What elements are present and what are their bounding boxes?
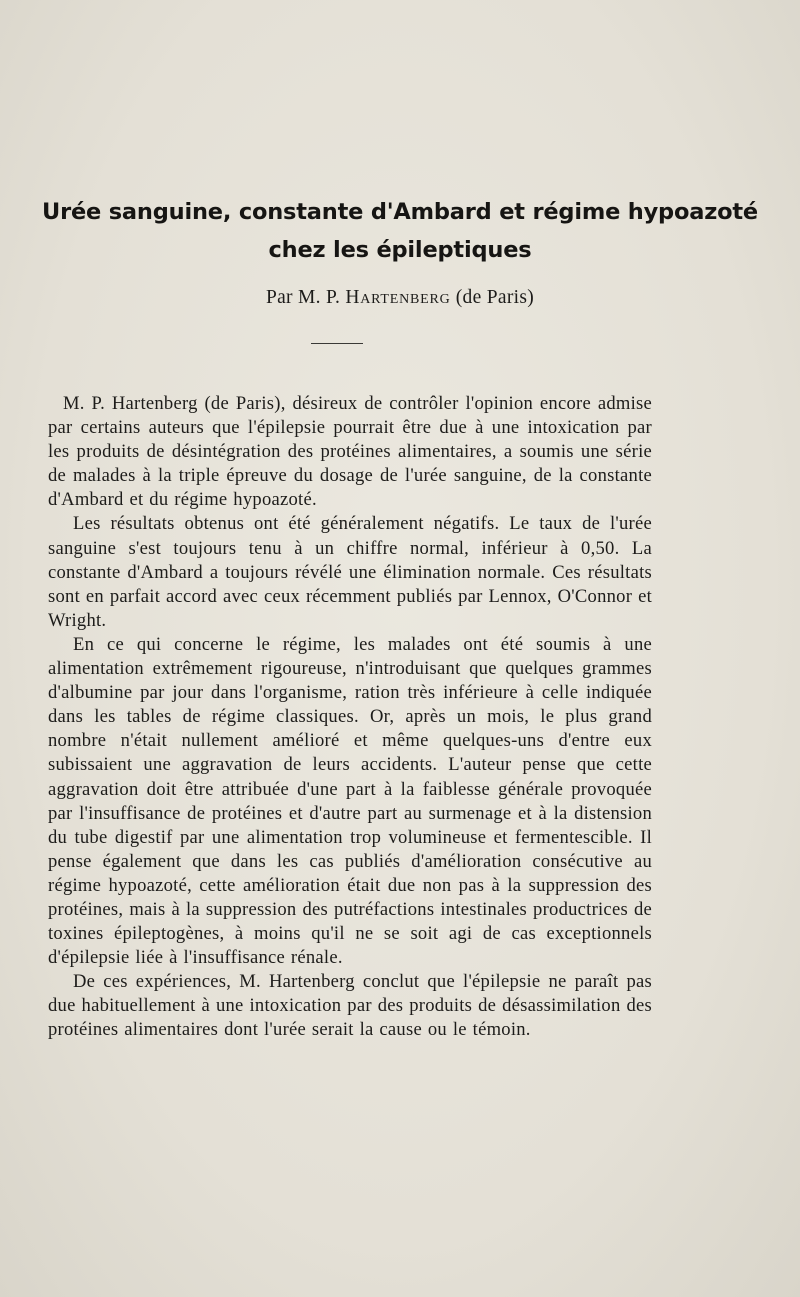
paragraph: De ces expériences, M. Hartenberg conclut que l'épilepsie ne paraît pas due habituellement à une intoxication par des produits de désassimilation des protéines alimentaires dont l'urée serait la cause ou le témoin. [48,971,652,1041]
article-body [48,392,652,1043]
author-byline [0,287,800,309]
title-separator-rule [311,343,363,344]
paragraph: En ce qui concerne le régime, les malades ont été soumis à une alimentation extrêmement rigoureuse, n'introduisant que quelques grammes d'albumine par jour dans l'organisme, ration très inférieure à celle indiquée dans les tables de régime classiques. Or, après un mois, le plus grand nombre n'était nullement amélioré et même quelques-uns d'entre eux subissaient une aggravation de leurs accidents. L'auteur pense que cette aggravation doit être attribuée d'une part à la faiblesse générale provoquée par l'insuffisance de protéines et d'autre part au surmenage et à la distension du tube digestif par une alimentation trop volumineuse et fermentescible. Il pense également que dans les cas publiés d'amélioration consécutive au régime hypoazoté, cette amélioration était due non pas à la suppression des protéines, mais à la suppression des putréfactions intestinales productrices de toxines épileptogènes, à moins qu'il ne se soit agi de cas exceptionnels d'épilepsie liée à l'insuffisance rénale. [48,633,652,969]
byline-prefix: Par M. P. [265,287,346,308]
paragraph: Les résultats obtenus ont été généralement négatifs. Le taux de l'urée sanguine s'est toujours tenu à un chiffre normal, inférieur à 0,50. La constante d'Ambard a toujours révélé une élimination normale. Ces résultats sont en parfait accord avec ceux récemment publiés par Lennox, O'Connor et Wright. [48,513,652,631]
byline-suffix: (de Paris) [450,287,535,308]
article-title: Urée sanguine, constante d'Ambard et régime hypoazoté chez les épileptiques [42,199,758,263]
author-name: Hartenberg [345,287,451,308]
paragraph: M. P. Hartenberg (de Paris), désireux de contrôler l'opinion encore admise par certains auteurs que l'épilepsie pourrait être due à une intoxication par les produits de désintégration des protéines alimentaires, a soumis une série de malades à la triple épreuve du dosage de l'urée sanguine, de la constante d'Ambard et du régime hypoazoté. [48,393,652,511]
